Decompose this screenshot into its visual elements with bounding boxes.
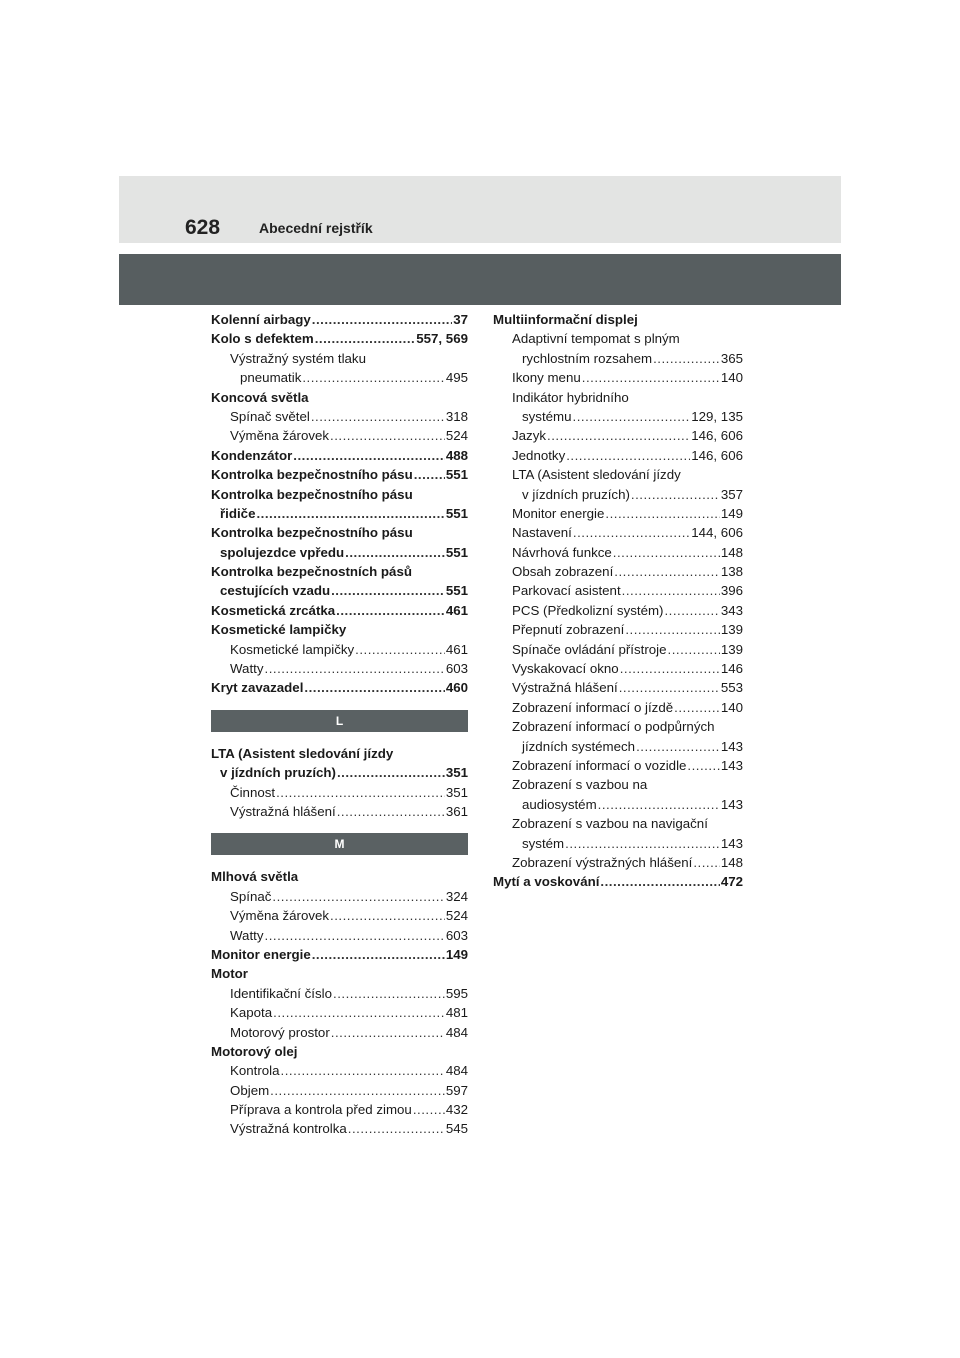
index-letter-heading: L bbox=[211, 710, 468, 732]
leader-dots bbox=[668, 640, 720, 659]
index-subentry bbox=[493, 620, 743, 639]
page-number: 628 bbox=[185, 216, 221, 239]
leader-dots bbox=[312, 310, 452, 329]
index-subentry bbox=[493, 698, 743, 717]
index-entry bbox=[211, 620, 468, 639]
leader-dots bbox=[265, 926, 445, 945]
leader-dots bbox=[304, 678, 444, 697]
index-entry-text: Kosmetická zrcátka bbox=[211, 602, 336, 618]
index-subentry bbox=[493, 426, 743, 445]
leader-dots bbox=[573, 523, 690, 542]
leader-dots bbox=[281, 1061, 445, 1080]
index-entry-text: Kontrola bbox=[230, 1063, 280, 1079]
index-entry-text: Kontrolka bezpečnostních pásů bbox=[211, 564, 412, 580]
leader-dots bbox=[312, 945, 445, 964]
leader-dots bbox=[337, 763, 445, 782]
index-subentry bbox=[493, 349, 743, 368]
index-subentry bbox=[493, 795, 743, 814]
index-entry-text: Přepnutí zobrazení bbox=[512, 622, 625, 638]
index-page-ref: 149 bbox=[720, 505, 743, 521]
index-column-right bbox=[493, 310, 743, 892]
index-page-ref: 143 bbox=[720, 835, 743, 851]
index-entry-text: Výstražná kontrolka bbox=[230, 1121, 347, 1137]
leader-dots bbox=[311, 407, 445, 426]
index-subentry bbox=[493, 717, 743, 736]
index-entry-text: Motorový olej bbox=[211, 1043, 298, 1059]
index-entry-text: Watty bbox=[230, 661, 264, 677]
index-subentry bbox=[493, 814, 743, 833]
index-page-ref: 551 bbox=[445, 505, 468, 521]
index-entry-text: Zobrazení informací o vozidle bbox=[512, 757, 687, 773]
leader-dots bbox=[348, 1119, 445, 1138]
index-entry-text: Monitor energie bbox=[211, 946, 311, 962]
index-entry-text: Návrhová funkce bbox=[512, 544, 612, 560]
index-subentry bbox=[211, 1061, 468, 1080]
index-subentry bbox=[211, 407, 468, 426]
index-entry-text: Zobrazení informací o podpůrných bbox=[512, 719, 715, 735]
index-entry-text: Multiinformační displej bbox=[493, 312, 638, 327]
index-subentry bbox=[211, 763, 468, 782]
header-band bbox=[119, 176, 841, 243]
index-entry-text: audiosystém bbox=[522, 796, 597, 812]
leader-dots bbox=[622, 581, 720, 600]
index-page-ref: 146, 606 bbox=[691, 428, 743, 444]
index-letter-heading: M bbox=[211, 833, 468, 855]
index-entry-text: cestujících vzadu bbox=[220, 583, 331, 599]
index-page-ref: 553 bbox=[720, 680, 743, 696]
index-entry bbox=[211, 523, 468, 542]
leader-dots bbox=[333, 984, 445, 1003]
leader-dots bbox=[302, 368, 444, 387]
leader-dots bbox=[276, 783, 445, 802]
index-subentry bbox=[493, 601, 743, 620]
index-page-ref: 545 bbox=[445, 1121, 468, 1137]
leader-dots bbox=[330, 906, 445, 925]
index-subentry bbox=[211, 504, 468, 523]
index-entry-text: LTA (Asistent sledování jízdy bbox=[512, 467, 681, 483]
index-subentry bbox=[493, 388, 743, 407]
index-entry-text: Koncová světla bbox=[211, 389, 309, 405]
index-page-ref: 396 bbox=[720, 583, 743, 599]
index-page-ref: 149 bbox=[445, 946, 468, 962]
index-page-ref: 597 bbox=[445, 1082, 468, 1098]
leader-dots bbox=[619, 678, 720, 697]
index-entry-text: Motor bbox=[211, 966, 248, 982]
index-page-ref: 557, 569 bbox=[416, 331, 468, 347]
index-subentry bbox=[493, 368, 743, 387]
index-subentry bbox=[493, 465, 743, 484]
index-subentry bbox=[493, 640, 743, 659]
index-entry-text: Obsah zobrazení bbox=[512, 564, 614, 580]
index-column-left bbox=[211, 310, 468, 1139]
index-page-ref: 129, 135 bbox=[691, 408, 743, 424]
index-entry-text: systém bbox=[522, 835, 565, 851]
index-subentry bbox=[493, 485, 743, 504]
index-page-ref: 595 bbox=[445, 985, 468, 1001]
index-entry bbox=[211, 678, 468, 697]
index-entry bbox=[211, 1042, 468, 1061]
leader-dots bbox=[573, 407, 691, 426]
index-entry-text: PCS (Předkolizní systém) bbox=[512, 602, 664, 618]
index-page-ref: 351 bbox=[445, 784, 468, 800]
index-page-ref: 140 bbox=[720, 699, 743, 715]
index-entry-text: v jízdních pruzích) bbox=[522, 486, 630, 502]
index-subentry bbox=[493, 775, 743, 794]
index-entry-text: Identifikační číslo bbox=[230, 985, 332, 1001]
index-entry-text: pneumatik bbox=[240, 370, 302, 386]
index-entry-text: Motorový prostor bbox=[230, 1024, 330, 1040]
leader-dots bbox=[256, 504, 444, 523]
leader-dots bbox=[336, 601, 445, 620]
index-entry-text: Zobrazení s vazbou na bbox=[512, 777, 648, 793]
index-entry-text: Kontrolka bezpečnostního pásu bbox=[211, 467, 413, 483]
index-page-ref: 461 bbox=[445, 602, 468, 618]
index-entry-text: Kolenní airbagy bbox=[211, 312, 311, 327]
index-subentry bbox=[211, 926, 468, 945]
index-page-ref: 144, 606 bbox=[691, 525, 743, 541]
index-page-ref: 551 bbox=[445, 544, 468, 560]
index-subentry bbox=[211, 426, 468, 445]
index-subentry bbox=[211, 906, 468, 925]
index-page-ref: 143 bbox=[720, 738, 743, 754]
index-page-ref: 603 bbox=[445, 927, 468, 943]
leader-dots bbox=[674, 698, 720, 717]
leader-dots bbox=[337, 802, 445, 821]
leader-dots bbox=[355, 640, 445, 659]
index-entry bbox=[211, 485, 468, 504]
index-subentry bbox=[493, 756, 743, 775]
index-page-ref: 365 bbox=[720, 350, 743, 366]
leader-dots bbox=[636, 737, 720, 756]
index-page-ref: 361 bbox=[445, 803, 468, 819]
index-entry-text: Watty bbox=[230, 927, 264, 943]
leader-dots bbox=[566, 446, 690, 465]
index-entry-text: Výměna žárovek bbox=[230, 908, 330, 924]
index-entry-text: jízdních systémech bbox=[522, 738, 636, 754]
index-subentry bbox=[211, 1100, 468, 1119]
index-page-ref: 551 bbox=[445, 467, 468, 483]
index-entry-text: Indikátor hybridního bbox=[512, 389, 629, 405]
index-entry-text: Výstražná hlášení bbox=[512, 680, 618, 696]
index-page-ref: 138 bbox=[720, 564, 743, 580]
index-page-ref: 146 bbox=[720, 661, 743, 677]
index-page-ref: 461 bbox=[445, 641, 468, 657]
index-entry-text: Nastavení bbox=[512, 525, 572, 541]
index-entry-text: spolujezdce vpředu bbox=[220, 544, 345, 560]
index-entry-text: Adaptivní tempomat s plným bbox=[512, 331, 680, 347]
index-entry-text: Kosmetické lampičky bbox=[211, 622, 347, 638]
leader-dots bbox=[614, 562, 720, 581]
index-entry-text: Mlhová světla bbox=[211, 869, 299, 885]
leader-dots bbox=[331, 1023, 445, 1042]
index-entry bbox=[211, 465, 468, 484]
index-subentry bbox=[493, 543, 743, 562]
index-subentry bbox=[493, 504, 743, 523]
index-entry-text: Kapota bbox=[230, 1005, 273, 1021]
index-entry bbox=[211, 310, 468, 329]
section-title: Abecední rejstřík bbox=[259, 220, 373, 236]
index-subentry bbox=[211, 1081, 468, 1100]
leader-dots bbox=[315, 329, 416, 348]
index-entry-text: Zobrazení s vazbou na navigační bbox=[512, 816, 708, 832]
index-page-ref: 143 bbox=[720, 796, 743, 812]
index-subentry bbox=[493, 329, 743, 348]
index-entry bbox=[211, 329, 468, 348]
index-entry bbox=[211, 867, 468, 886]
index-entry bbox=[493, 872, 743, 891]
leader-dots bbox=[265, 659, 445, 678]
leader-dots bbox=[565, 834, 720, 853]
index-entry-text: Zobrazení informací o jízdě bbox=[512, 699, 674, 715]
index-page-ref: 324 bbox=[445, 888, 468, 904]
index-entry-text: Monitor energie bbox=[512, 505, 605, 521]
index-page-ref: 139 bbox=[720, 641, 743, 657]
index-entry-text: Výměna žárovek bbox=[230, 428, 330, 444]
index-page-ref: 148 bbox=[720, 544, 743, 560]
index-entry-text: Objem bbox=[230, 1082, 270, 1098]
index-page-ref: 140 bbox=[720, 370, 743, 386]
index-subentry bbox=[493, 446, 743, 465]
index-entry-text: LTA (Asistent sledování jízdy bbox=[211, 745, 394, 761]
index-subentry bbox=[211, 581, 468, 600]
index-subentry bbox=[493, 523, 743, 542]
index-entry-text: Kosmetické lampičky bbox=[230, 641, 355, 657]
index-page-ref: 432 bbox=[445, 1102, 468, 1118]
index-entry-text: Jednotky bbox=[512, 447, 566, 463]
leader-dots bbox=[664, 601, 719, 620]
index-entry-text: Výstražná hlášení bbox=[230, 803, 336, 819]
index-subentry bbox=[211, 802, 468, 821]
index-subentry bbox=[211, 887, 468, 906]
index-page-ref: 318 bbox=[445, 408, 468, 424]
index-entry bbox=[211, 945, 468, 964]
leader-dots bbox=[598, 795, 720, 814]
index-subentry bbox=[211, 1119, 468, 1138]
index-page-ref: 524 bbox=[445, 428, 468, 444]
index-entry-text: Spínače ovládání přístroje bbox=[512, 641, 667, 657]
index-entry bbox=[211, 964, 468, 983]
leader-dots bbox=[547, 426, 690, 445]
leader-dots bbox=[653, 349, 720, 368]
section-banner bbox=[119, 254, 841, 305]
index-page-ref: 495 bbox=[445, 370, 468, 386]
index-page-ref: 472 bbox=[720, 874, 743, 890]
index-page-ref: 524 bbox=[445, 908, 468, 924]
index-subentry bbox=[493, 581, 743, 600]
leader-dots bbox=[345, 543, 445, 562]
index-entry-text: v jízdních pruzích) bbox=[220, 765, 336, 781]
index-entry bbox=[211, 388, 468, 407]
index-subentry bbox=[493, 407, 743, 426]
index-subentry bbox=[211, 984, 468, 1003]
index-subentry bbox=[493, 562, 743, 581]
leader-dots bbox=[413, 1100, 445, 1119]
index-entry-text: Kontrolka bezpečnostního pásu bbox=[211, 486, 413, 502]
index-entry bbox=[211, 446, 468, 465]
index-page-ref: 143 bbox=[720, 757, 743, 773]
leader-dots bbox=[687, 756, 719, 775]
index-entry-text: Mytí a voskování bbox=[493, 874, 600, 890]
leader-dots bbox=[272, 887, 444, 906]
index-subentry bbox=[493, 737, 743, 756]
index-entry-text: Kryt zavazadel bbox=[211, 680, 304, 696]
index-page-ref: 551 bbox=[445, 583, 468, 599]
index-entry-text: Kondenzátor bbox=[211, 447, 293, 463]
index-entry bbox=[211, 562, 468, 581]
index-entry bbox=[211, 744, 468, 763]
index-page-ref: 484 bbox=[445, 1024, 468, 1040]
index-page-ref: 484 bbox=[445, 1063, 468, 1079]
leader-dots bbox=[620, 659, 720, 678]
index-entry-text: Zobrazení výstražných hlášení bbox=[512, 854, 693, 870]
index-subentry bbox=[493, 853, 743, 872]
index-entry-text: Spínač světel bbox=[230, 408, 310, 424]
index-entry-text: Kontrolka bezpečnostního pásu bbox=[211, 525, 413, 541]
index-subentry bbox=[493, 678, 743, 697]
leader-dots bbox=[270, 1081, 445, 1100]
index-entry-text: Kolo s defektem bbox=[211, 331, 314, 347]
index-entry-text: Ikony menu bbox=[512, 370, 581, 386]
leader-dots bbox=[625, 620, 719, 639]
index-subentry bbox=[493, 659, 743, 678]
index-page-ref: 343 bbox=[720, 602, 743, 618]
index-entry-text: řidiče bbox=[220, 505, 256, 521]
index-entry-text: rychlostním rozsahem bbox=[522, 350, 653, 366]
leader-dots bbox=[631, 485, 720, 504]
index-entry-text: systému bbox=[522, 408, 572, 424]
index-entry-text: Jazyk bbox=[512, 428, 546, 444]
index-subentry bbox=[211, 1023, 468, 1042]
index-subentry bbox=[211, 1003, 468, 1022]
index-entry bbox=[493, 310, 743, 329]
index-page-ref: 357 bbox=[720, 486, 743, 502]
index-subentry bbox=[211, 368, 468, 387]
index-entry-text: Parkovací asistent bbox=[512, 583, 621, 599]
index-subentry bbox=[211, 783, 468, 802]
index-entry-text: Vyskakovací okno bbox=[512, 661, 619, 677]
leader-dots bbox=[293, 446, 445, 465]
index-entry-text: Spínač bbox=[230, 888, 272, 904]
leader-dots bbox=[273, 1003, 445, 1022]
index-entry bbox=[211, 601, 468, 620]
index-subentry bbox=[493, 834, 743, 853]
leader-dots bbox=[613, 543, 720, 562]
leader-dots bbox=[605, 504, 719, 523]
index-entry-text: Výstražný systém tlaku bbox=[230, 350, 366, 366]
index-page-ref: 148 bbox=[720, 854, 743, 870]
index-page-ref: 481 bbox=[445, 1005, 468, 1021]
index-page-ref: 146, 606 bbox=[691, 447, 743, 463]
leader-dots bbox=[414, 465, 445, 484]
index-page-ref: 488 bbox=[445, 447, 468, 463]
leader-dots bbox=[582, 368, 720, 387]
index-subentry bbox=[211, 349, 468, 368]
index-page-ref: 603 bbox=[445, 661, 468, 677]
index-page-ref: 139 bbox=[720, 622, 743, 638]
index-page-ref: 460 bbox=[445, 680, 468, 696]
index-page-ref: 351 bbox=[445, 765, 468, 781]
leader-dots bbox=[693, 853, 719, 872]
index-entry-text: Příprava a kontrola před zimou bbox=[230, 1102, 412, 1118]
index-subentry bbox=[211, 659, 468, 678]
leader-dots bbox=[331, 581, 445, 600]
index-entry-text: Činnost bbox=[230, 784, 276, 800]
index-subentry bbox=[211, 640, 468, 659]
index-page-ref: 37 bbox=[453, 312, 468, 327]
leader-dots bbox=[600, 872, 719, 891]
leader-dots bbox=[330, 426, 445, 445]
index-subentry bbox=[211, 543, 468, 562]
